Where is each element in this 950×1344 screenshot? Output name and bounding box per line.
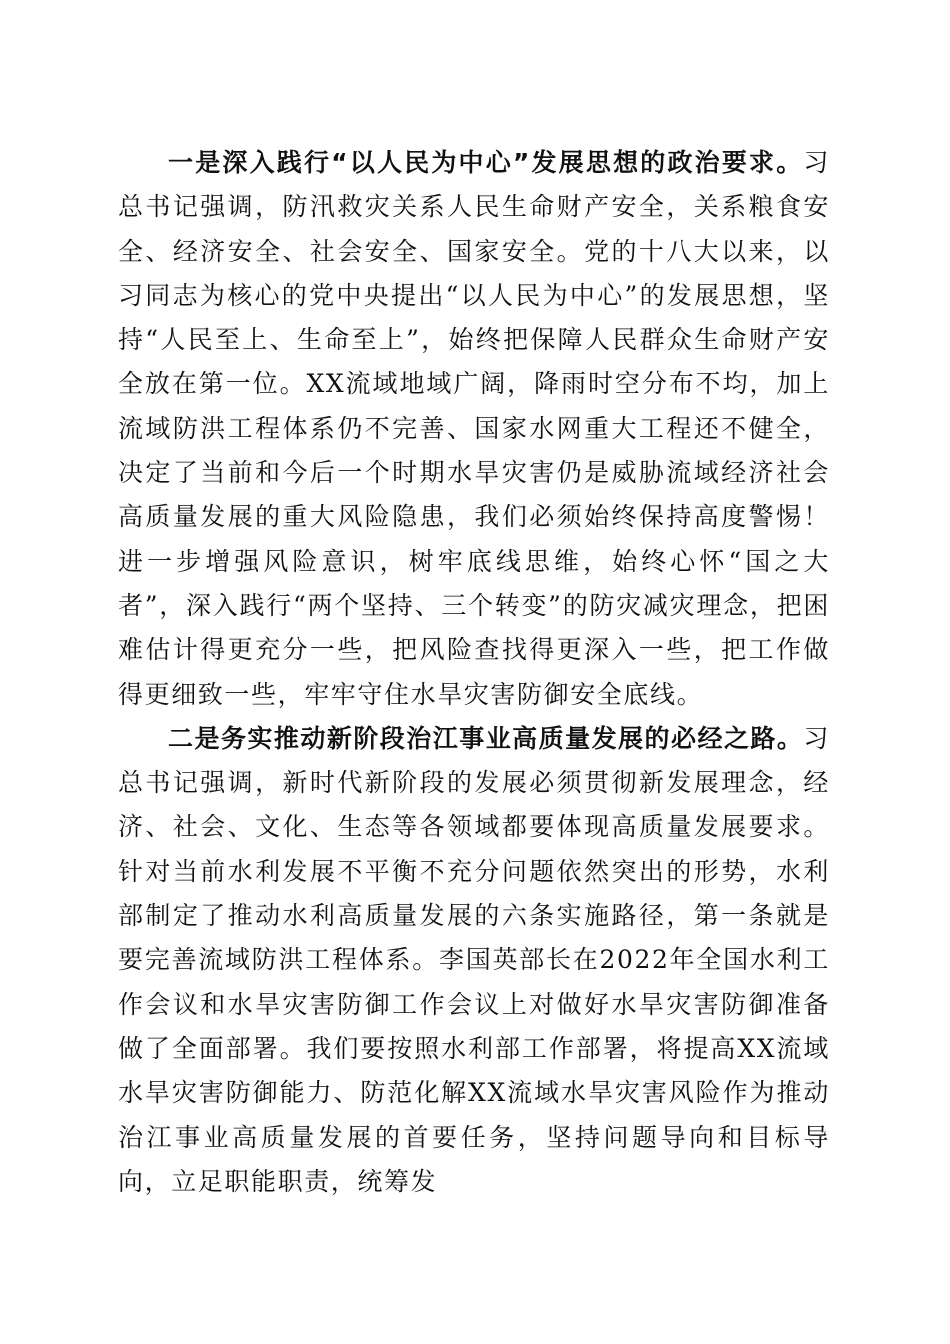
paragraph-1 [118, 141, 830, 717]
paragraph-1-lead: 一是深入践行“以人民为中心”发展思想的政治要求。 [168, 148, 804, 177]
paragraph-1-body: 习总书记强调，防汛救灾关系人民生命财产安全，关系粮食安全、经济安全、社会安全、国家安全。党的十八大以来，以习同志为核心的党中央提出“以人民为中心”的发展思想，坚持“人民至上、生命至上”，始终把保障人民群众生命财产安全放在第一位。XX流域地域广阔，降雨时空分布不均，加上流域防洪工程体系仍不完善、国家水网重大工程还不健全，决定了当前和今后一个时期水旱灾害仍是威胁流域经济社会高质量发展的重大风险隐患，我们必须始终保持高度警惕！进一步增强风险意识，树牢底线思维，始终心怀“国之大者”，深入践行“两个坚持、三个转变”的防灾减灾理念，把困难估计得更充分一些，把风险查找得更深入一些，把工作做得更细致一些，牢牢守住水旱灾害防御安全底线。 [118, 148, 830, 709]
paragraph-2-body: 习总书记强调，新时代新阶段的发展必须贯彻新发展理念，经济、社会、文化、生态等各领域都要体现高质量发展要求。针对当前水利发展不平衡不充分问题依然突出的形势，水利部制定了推动水利高质量发展的六条实施路径，第一条就是要完善流域防洪工程体系。李国英部长在2022年全国水利工作会议和水旱灾害防御工作会议上对做好水旱灾害防御准备做了全面部署。我们要按照水利部工作部署，将提高XX流域水旱灾害防御能力、防范化解XX流域水旱灾害风险作为推动治江事业高质量发展的首要任务，坚持问题导向和目标导向，立足职能职责，统筹发 [118, 723, 830, 1196]
paragraph-2 [118, 717, 830, 1204]
paragraph-2-lead: 二是务实推动新阶段治江事业高质量发展的必经之路。 [168, 723, 804, 753]
document-body [118, 141, 830, 1204]
